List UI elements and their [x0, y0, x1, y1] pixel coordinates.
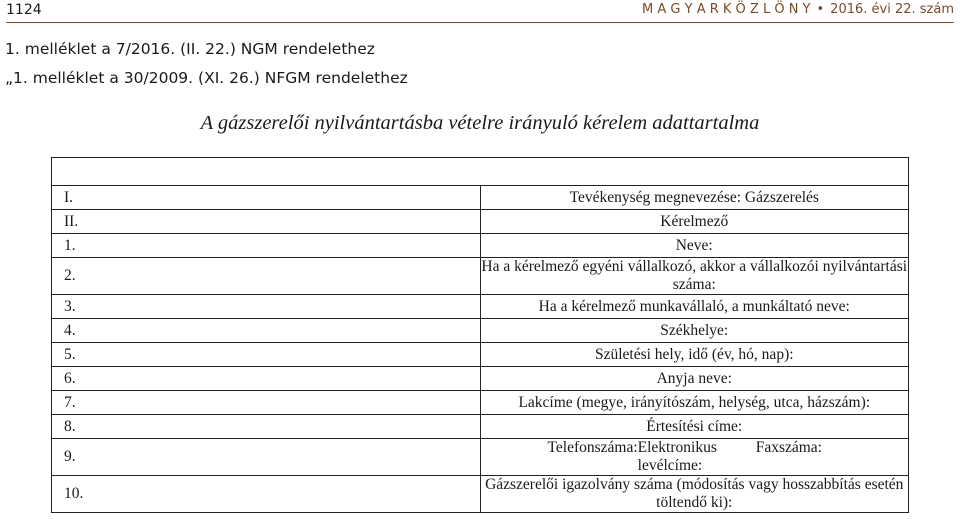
annex-line-1: 1. melléklet a 7/2016. (II. 22.) NGM rendelethez	[5, 40, 375, 58]
row-label: Értesítési címe:	[480, 415, 909, 439]
page-number: 1124	[6, 2, 42, 18]
page-header	[6, 0, 954, 22]
annex-line-2: „1. melléklet a 30/2009. (XI. 26.) NFGM rendelethez	[5, 69, 408, 87]
table-row	[52, 295, 909, 319]
row-number: 5.	[52, 343, 481, 367]
row-number: 10.	[52, 476, 481, 513]
row-number: 6.	[52, 367, 481, 391]
contacts-cell	[480, 439, 909, 476]
table-header-row	[52, 158, 909, 186]
row-number: 9.	[52, 439, 481, 476]
bullet-separator: •	[816, 2, 825, 17]
table-row	[52, 476, 909, 513]
table-row	[52, 258, 909, 295]
header-rule	[6, 22, 954, 23]
journal-name: M A G Y A R K Ö Z L Ö N Y	[642, 2, 811, 17]
row-number: II.	[52, 210, 481, 234]
row-number: 2.	[52, 258, 481, 295]
table-row	[52, 415, 909, 439]
table-row	[52, 186, 909, 210]
row-label: Lakcíme (megye, irányítószám, helység, utca, házszám):	[480, 391, 909, 415]
table-row	[52, 210, 909, 234]
form-title: A gázszerelői nyilvántartásba vételre irányuló kérelem adattartalma	[200, 112, 760, 134]
row-label: Neve:	[480, 234, 909, 258]
row-label: Anyja neve:	[480, 367, 909, 391]
row-label: Kérelmező	[480, 210, 909, 234]
table-row	[52, 319, 909, 343]
issue-info: 2016. évi 22. szám	[830, 2, 954, 17]
row-number: I.	[52, 186, 481, 210]
journal-masthead	[642, 2, 954, 17]
table-row	[52, 391, 909, 415]
row-number: 3.	[52, 295, 481, 319]
row-label: Születési hely, idő (év, hó, nap):	[480, 343, 909, 367]
table-row	[52, 343, 909, 367]
row-label: Ha a kérelmező munkavállaló, a munkáltató neve:	[480, 295, 909, 319]
row-label: Székhelye:	[480, 319, 909, 343]
row-number: 4.	[52, 319, 481, 343]
phone-label: Telefonszáma:	[547, 439, 638, 456]
application-form-table	[51, 157, 909, 513]
row-number: 7.	[52, 391, 481, 415]
row-label: Ha a kérelmező egyéni vállalkozó, akkor a vállalkozói nyilvántartási száma:	[481, 258, 908, 293]
row-number: 1.	[52, 234, 481, 258]
table-row-contacts	[52, 439, 909, 476]
row-label: Tevékenység megnevezése: Gázszerelés	[480, 186, 909, 210]
table-row	[52, 367, 909, 391]
fax-label: Faxszáma:	[755, 439, 822, 456]
email-label: Elektronikus levélcíme:	[637, 439, 717, 474]
row-number: 8.	[52, 415, 481, 439]
table-row	[52, 234, 909, 258]
row-label: Gázszerelői igazolvány száma (módosítás vagy hosszabbítás esetén töltendő ki):	[480, 476, 909, 513]
empty-header-cell	[52, 158, 909, 186]
